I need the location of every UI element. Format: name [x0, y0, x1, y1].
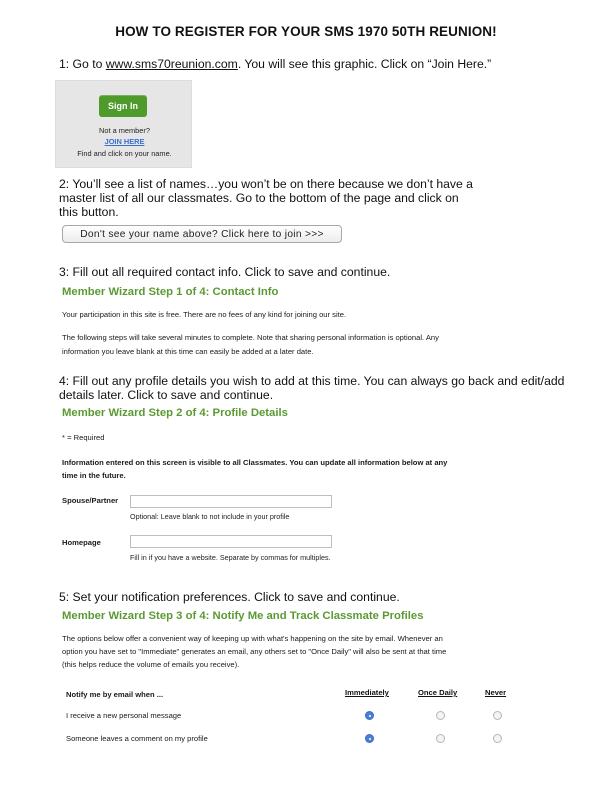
- notify-table-header: Notify me by email when ...: [66, 690, 164, 699]
- column-immediately: Immediately: [345, 688, 389, 697]
- column-never: Never: [485, 688, 507, 697]
- spouse-hint: Optional: Leave blank to not include in your profile: [130, 512, 290, 521]
- wizard-step2-heading: Member Wizard Step 2 of 4: Profile Details: [62, 407, 288, 419]
- homepage-hint: Fill in if you have a website. Separate by commas for multiples.: [130, 553, 331, 562]
- step1-text: [59, 57, 491, 72]
- step2-line3: this button.: [59, 205, 119, 219]
- step5-paragraph-line1: The options below offer a convenient way of keeping up with what's happening on the site by email. Whenever an: [62, 634, 443, 643]
- step3-paragraph2-line2: information you leave blank at this time can easily be added at a later date.: [62, 347, 314, 356]
- signin-graphic: [55, 80, 192, 168]
- find-name-text: Find and click on your name.: [77, 149, 172, 158]
- radio-message-once-daily[interactable]: [436, 711, 445, 720]
- visibility-info-line1: Information entered on this screen is visible to all Classmates. You can update all information below at any: [62, 458, 448, 467]
- step2-line1: 2: You’ll see a list of names…you won’t be on there because we don’t have a: [59, 177, 473, 191]
- homepage-input[interactable]: [130, 535, 332, 548]
- visibility-info-line2: time in the future.: [62, 471, 126, 480]
- column-once-daily: Once Daily: [418, 688, 458, 697]
- notify-row-label-1: I receive a new personal message: [66, 711, 182, 720]
- step3-paragraph2-line1: The following steps will take several minutes to complete. Note that sharing personal information is optional. Any: [62, 333, 439, 342]
- step5-text: 5: Set your notification preferences. Click to save and continue.: [59, 590, 400, 604]
- wizard-step3-heading: Member Wizard Step 3 of 4: Notify Me and Track Classmate Profiles: [62, 610, 424, 622]
- radio-message-immediately[interactable]: [365, 711, 374, 720]
- step2-line2: master list of all our classmates. Go to the bottom of the page and click on: [59, 191, 459, 205]
- radio-comment-once-daily[interactable]: [436, 734, 445, 743]
- join-button[interactable]: Don't see your name above? Click here to join >>>: [62, 225, 342, 243]
- step1-suffix: . You will see this graphic. Click on “Join Here.”: [237, 57, 492, 71]
- step3-text: 3: Fill out all required contact info. Click to save and continue.: [59, 265, 391, 279]
- join-here-link[interactable]: JOIN HERE: [104, 137, 145, 146]
- step3-paragraph1: Your participation in this site is free. There are no fees of any kind for joining our site.: [62, 310, 347, 319]
- website-link[interactable]: www.sms70reunion.com: [105, 57, 238, 71]
- homepage-label: Homepage: [62, 538, 101, 547]
- not-member-text: Not a member?: [99, 126, 150, 135]
- notify-row-label-2: Someone leaves a comment on my profile: [66, 734, 208, 743]
- radio-comment-never[interactable]: [493, 734, 502, 743]
- step4-line1: 4: Fill out any profile details you wish to add at this time. You can always go back and edit/add: [59, 374, 565, 388]
- wizard-step1-heading: Member Wizard Step 1 of 4: Contact Info: [62, 286, 279, 298]
- step1-prefix: 1: Go to: [59, 57, 106, 71]
- radio-comment-immediately[interactable]: [365, 734, 374, 743]
- radio-message-never[interactable]: [493, 711, 502, 720]
- step5-paragraph-line3: (this helps reduce the volume of emails you receive).: [62, 660, 240, 669]
- step5-paragraph-line2: option you have set to "Immediate" generates an email, any others set to "Once Daily" will also be sent at that time: [62, 647, 447, 656]
- sign-in-button[interactable]: Sign In: [99, 95, 147, 117]
- page-title: HOW TO REGISTER FOR YOUR SMS 1970 50TH REUNION!: [115, 24, 497, 39]
- spouse-label: Spouse/Partner: [62, 496, 119, 505]
- step4-line2: details later. Click to save and continue.: [59, 388, 274, 402]
- required-note: * = Required: [62, 433, 105, 442]
- spouse-input[interactable]: [130, 495, 332, 508]
